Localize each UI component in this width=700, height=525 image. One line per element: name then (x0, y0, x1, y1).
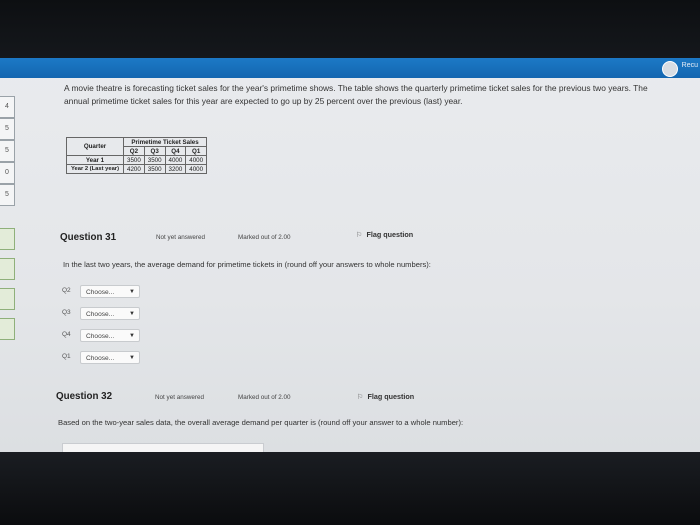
flag-icon: ⚐ (356, 230, 363, 239)
table-row (67, 165, 207, 174)
answer-label-q2: Q2 (62, 287, 71, 294)
user-avatar-icon[interactable] (662, 61, 678, 77)
answer-select-q4[interactable] (80, 329, 140, 342)
ticket-sales-table (66, 137, 207, 174)
quarter-cell: Q4 (165, 147, 186, 156)
caret-down-icon: ▼ (129, 311, 135, 317)
quiz-screen (0, 58, 700, 452)
answer-label-q1: Q1 (62, 353, 71, 360)
quiz-nav-item[interactable] (0, 318, 15, 340)
quarter-cell: Q1 (186, 147, 207, 156)
quiz-nav-item[interactable] (0, 258, 15, 280)
table-cell: 3500 (144, 165, 165, 174)
question-31-text: In the last two years, the average demand for primetime tickets in (round off your answers to whole numbers): (63, 260, 431, 269)
table-cell: 4200 (124, 165, 145, 174)
caret-down-icon: ▼ (129, 289, 135, 295)
row-label: Year 1 (67, 156, 124, 165)
quiz-nav-item[interactable]: 0 (0, 162, 15, 184)
monitor-bezel-top (0, 0, 700, 60)
question-intro-text: A movie theatre is forecasting ticket sales for the year's primetime shows. The table shows the quarterly primetime ticket sales for the previous two years. The annual primetime ticket sales for this year are expected to go up by 25 percent over the previous (last) year. (64, 83, 648, 106)
quarter-header: Quarter (67, 138, 124, 156)
quarter-cell: Q2 (124, 147, 145, 156)
table-title: Primetime Ticket Sales (124, 138, 207, 147)
question-31-flag[interactable] (356, 230, 413, 239)
question-32-answer-input[interactable] (62, 443, 264, 452)
quiz-navigation-rail (0, 78, 17, 452)
table-cell: 4000 (186, 156, 207, 165)
answer-select-q2[interactable] (80, 285, 140, 298)
table-cell: 4000 (165, 156, 186, 165)
caret-down-icon: ▼ (129, 333, 135, 339)
monitor-bezel-bottom (0, 452, 700, 525)
table-cell: 3500 (144, 156, 165, 165)
question-31-title: Question 31 (60, 232, 117, 243)
answer-label-q3: Q3 (62, 309, 71, 316)
question-31-marks: Marked out of 2.00 (238, 234, 291, 241)
flag-icon: ⚐ (357, 392, 364, 401)
answer-label-q4: Q4 (62, 331, 71, 338)
answer-select-q1[interactable] (80, 351, 140, 364)
quiz-nav-item[interactable]: 4 (0, 96, 15, 118)
quiz-nav-item[interactable]: 5 (0, 118, 15, 140)
question-32-title: Question 32 (56, 391, 113, 402)
quiz-nav-item[interactable]: 5 (0, 140, 15, 162)
question-32-flag[interactable] (357, 392, 414, 401)
quiz-nav-item[interactable] (0, 288, 15, 310)
table-row (67, 156, 207, 165)
flag-label: Flag question (367, 392, 415, 401)
question-32-marks: Marked out of 2.00 (238, 394, 291, 401)
quarter-cell: Q3 (144, 147, 165, 156)
row-label: Year 2 (Last year) (67, 165, 124, 174)
quiz-nav-item[interactable] (0, 228, 15, 250)
recent-label[interactable]: Recu (681, 62, 698, 69)
table-cell: 3200 (165, 165, 186, 174)
top-navbar (0, 58, 700, 78)
question-32-text: Based on the two-year sales data, the overall average demand per quarter is (round off your answer to a whole number): (58, 418, 464, 427)
select-value: Choose... (86, 311, 115, 318)
table-cell: 4000 (186, 165, 207, 174)
question-31-status: Not yet answered (156, 234, 206, 241)
answer-select-q3[interactable] (80, 307, 140, 320)
question-32-status: Not yet answered (155, 394, 205, 401)
select-value: Choose... (86, 355, 115, 362)
quiz-nav-item[interactable]: 5 (0, 184, 15, 206)
flag-label: Flag question (366, 230, 414, 239)
select-value: Choose... (86, 289, 115, 296)
table-cell: 3500 (124, 156, 145, 165)
caret-down-icon: ▼ (129, 355, 135, 361)
select-value: Choose... (86, 333, 115, 340)
